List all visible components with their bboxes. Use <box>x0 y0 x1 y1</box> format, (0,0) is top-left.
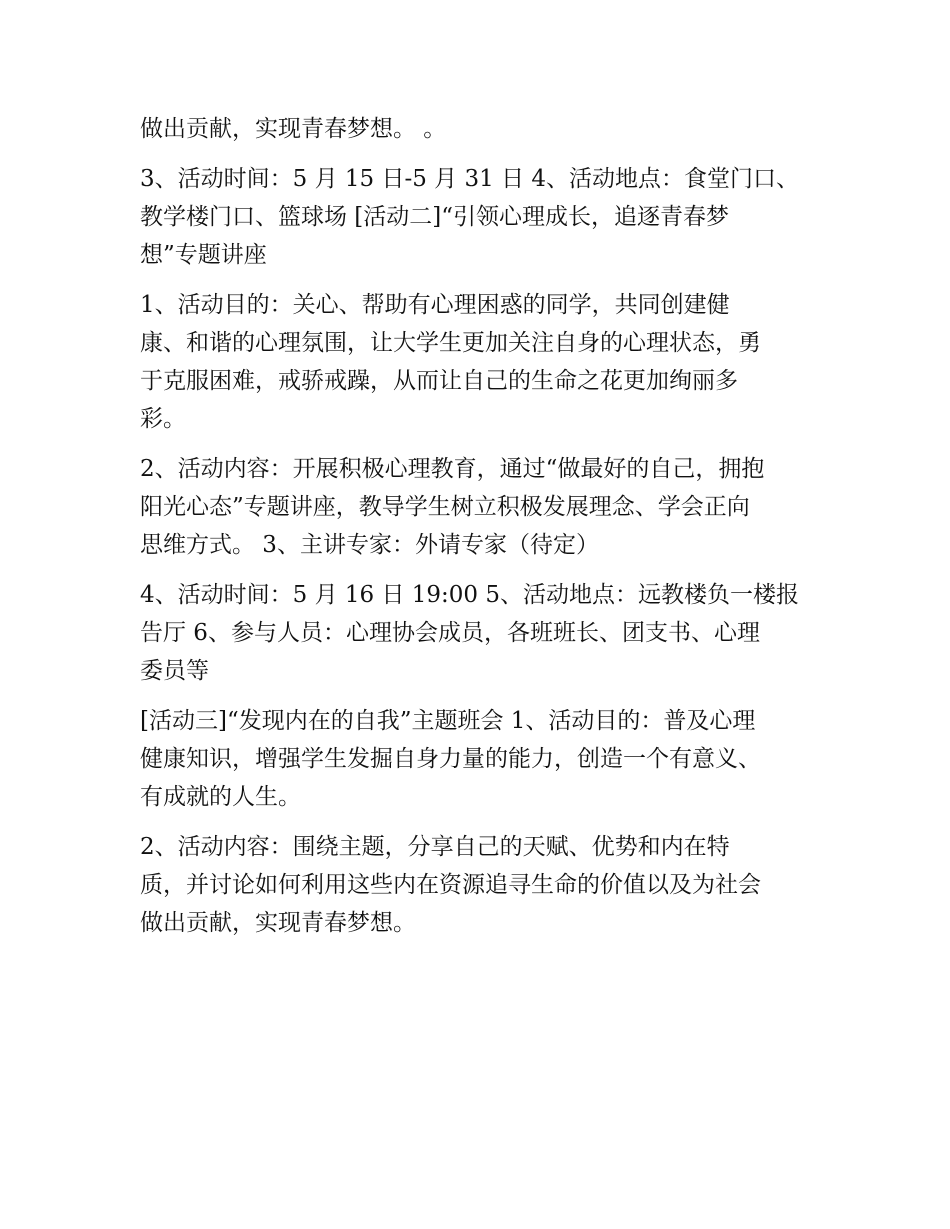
text-line: 2、活动内容：开展积极心理教育，通过“做最好的自己，拥抱 <box>140 456 765 482</box>
text-line: 想”专题讲座 <box>140 242 267 268</box>
text-line: 2、活动内容：围绕主题，分享自己的天赋、优势和内在特 <box>140 834 730 860</box>
text-line: 健康知识，增强学生发掘自身力量的能力，创造一个有意义、 <box>140 746 761 772</box>
text-line: 做出贡献，实现青春梦想。 。 <box>140 116 447 142</box>
text-line: 质，并讨论如何利用这些内在资源追寻生命的价值以及为社会 <box>140 872 761 898</box>
text-line: 委员等 <box>140 658 209 684</box>
text-line: [活动三]“发现内在的自我”主题班会 1、活动目的：普及心理 <box>140 708 756 734</box>
text-line: 1、活动目的：关心、帮助有心理困惑的同学，共同创建健 <box>140 292 730 318</box>
text-line: 有成就的人生。 <box>140 784 301 810</box>
text-line: 彩。 <box>140 406 186 432</box>
document-body <box>140 110 820 942</box>
text-line: 阳光心态”专题讲座，教导学生树立积极发展理念、学会正向 <box>140 494 750 520</box>
text-line: 于克服困难，戒骄戒躁，从而让自己的生命之花更加绚丽多 <box>140 368 738 394</box>
text-line: 教学楼门口、篮球场 [活动二]“引领心理成长，追逐青春梦 <box>140 204 730 230</box>
text-line: 4、活动时间：5 月 16 日 19:00 5、活动地点：远教楼负一楼报 <box>140 582 800 608</box>
text-line: 康、和谐的心理氛围，让大学生更加关注自身的心理状态，勇 <box>140 330 761 356</box>
text-line: 告厅 6、参与人员：心理协会成员，各班班长、团支书、心理 <box>140 620 760 646</box>
text-line: 3、活动时间：5 月 15 日-5 月 31 日 4、活动地点：食堂门口、 <box>140 166 800 192</box>
text-line: 思维方式。 3、主讲专家：外请专家（待定） <box>140 532 599 558</box>
text-line: 做出贡献，实现青春梦想。 <box>140 910 416 936</box>
